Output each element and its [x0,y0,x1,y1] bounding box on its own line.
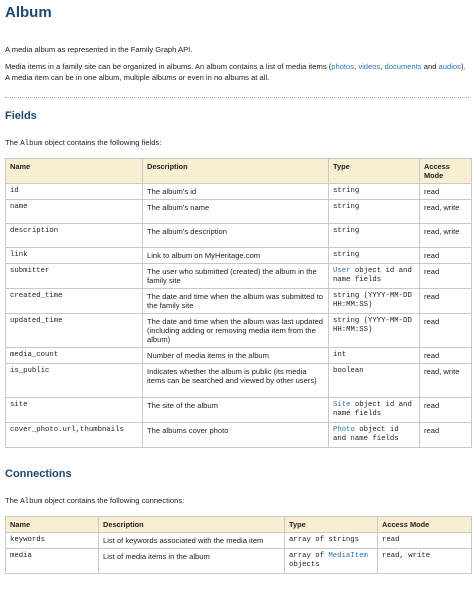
table-row [6,398,472,423]
table-row [6,348,472,364]
connection-access: read, write [378,549,472,574]
table-row [6,224,472,248]
field-name: id [6,184,143,200]
field-type: string [329,248,420,264]
field-type: string [329,224,420,248]
field-access: read, write [420,364,472,398]
documents-link[interactable]: documents [384,62,422,71]
field-name: site [6,398,143,423]
field-description: The date and time when the album was last updated (including adding or removing media item from the album) [143,314,329,348]
field-description: Number of media items in the album [143,348,329,364]
user-type-link[interactable]: User [333,267,351,275]
column-header-description: Description [99,517,285,533]
connections-heading: Connections [5,468,72,480]
field-description: The album's id [143,184,329,200]
table-row [6,248,472,264]
connection-access: read [378,533,472,549]
fields-table [5,158,472,448]
field-description: The albums cover photo [143,423,329,448]
field-name: media_count [6,348,143,364]
field-type: string (YYYY-MM-DD HH:MM:SS) [329,289,420,314]
table-row [6,423,472,448]
field-type: User object id and name fields [329,264,420,289]
field-access: read [420,184,472,200]
field-description: Link to album on MyHeritage.com [143,248,329,264]
field-description: The album's name [143,200,329,224]
connection-name: media [6,549,99,574]
photos-link[interactable]: photos [331,62,355,71]
table-row [6,549,472,574]
field-access: read [420,264,472,289]
fields-section [5,110,469,448]
connection-type: array of strings [285,533,378,549]
field-type: Site object id and name fields [329,398,420,423]
column-header-type: Type [285,517,378,533]
table-row [6,533,472,549]
field-access: read [420,314,472,348]
field-description: The site of the album [143,398,329,423]
photo-type-link[interactable]: Photo [333,426,355,434]
section-spacer [5,448,469,468]
table-header-row [6,517,472,533]
column-header-access-mode: Access Mode [378,517,472,533]
field-type: string [329,184,420,200]
field-description: Indicates whether the album is public (its media items can be searched and viewed by other users) [143,364,329,398]
audios-link[interactable]: audios [438,62,461,71]
table-row [6,264,472,289]
connections-section [5,468,469,574]
field-access: read [420,248,472,264]
connection-description: List of media items in the album [99,549,285,574]
field-type: string (YYYY-MM-DD HH:MM:SS) [329,314,420,348]
table-row [6,184,472,200]
field-access: read, write [420,224,472,248]
field-type: int [329,348,420,364]
connections-table [5,516,472,574]
field-name: created_time [6,289,143,314]
field-name: link [6,248,143,264]
field-type: string [329,200,420,224]
album-code: Album [20,498,43,506]
column-header-access-mode: Access Mode [420,159,472,184]
field-access: read [420,348,472,364]
field-name: is_public [6,364,143,398]
field-type: boolean [329,364,420,398]
intro-summary: A media album as represented in the Family Graph API. [5,45,193,54]
column-header-name: Name [6,517,99,533]
connections-lead: The Album object contains the following connections: [5,496,185,506]
table-header-row [6,159,472,184]
field-access: read [420,289,472,314]
intro-description: Media items in a family site can be organized in albums. An album contains a list of media items (photos, videos, documents and audios). A media item can be in one album, multiple albums or even in no albums at all. [5,62,466,82]
field-name: description [6,224,143,248]
fields-lead: The Album object contains the following fields: [5,138,162,148]
connection-type: array of MediaItem objects [285,549,378,574]
field-type: Photo object id and name fields [329,423,420,448]
page-title: Album [5,4,52,21]
videos-link[interactable]: videos [358,62,381,71]
field-description: The date and time when the album was submitted to the family site [143,289,329,314]
column-header-description: Description [143,159,329,184]
field-description: The user who submitted (created) the album in the family site [143,264,329,289]
connection-description: List of keywords associated with the media item [99,533,285,549]
section-divider [5,97,469,98]
column-header-name: Name [6,159,143,184]
table-row [6,289,472,314]
field-access: read [420,423,472,448]
connection-name: keywords [6,533,99,549]
table-row [6,314,472,348]
field-name: name [6,200,143,224]
site-type-link[interactable]: Site [333,401,351,409]
table-row [6,200,472,224]
table-row [6,364,472,398]
field-description: The album's description [143,224,329,248]
album-code: Album [20,140,43,148]
field-access: read, write [420,200,472,224]
column-header-type: Type [329,159,420,184]
mediaitem-type-link[interactable]: MediaItem [328,552,368,560]
fields-heading: Fields [5,110,37,122]
field-access: read [420,398,472,423]
field-name: updated_time [6,314,143,348]
field-name: submitter [6,264,143,289]
field-name: cover_photo.url,thumbnails [6,423,143,448]
